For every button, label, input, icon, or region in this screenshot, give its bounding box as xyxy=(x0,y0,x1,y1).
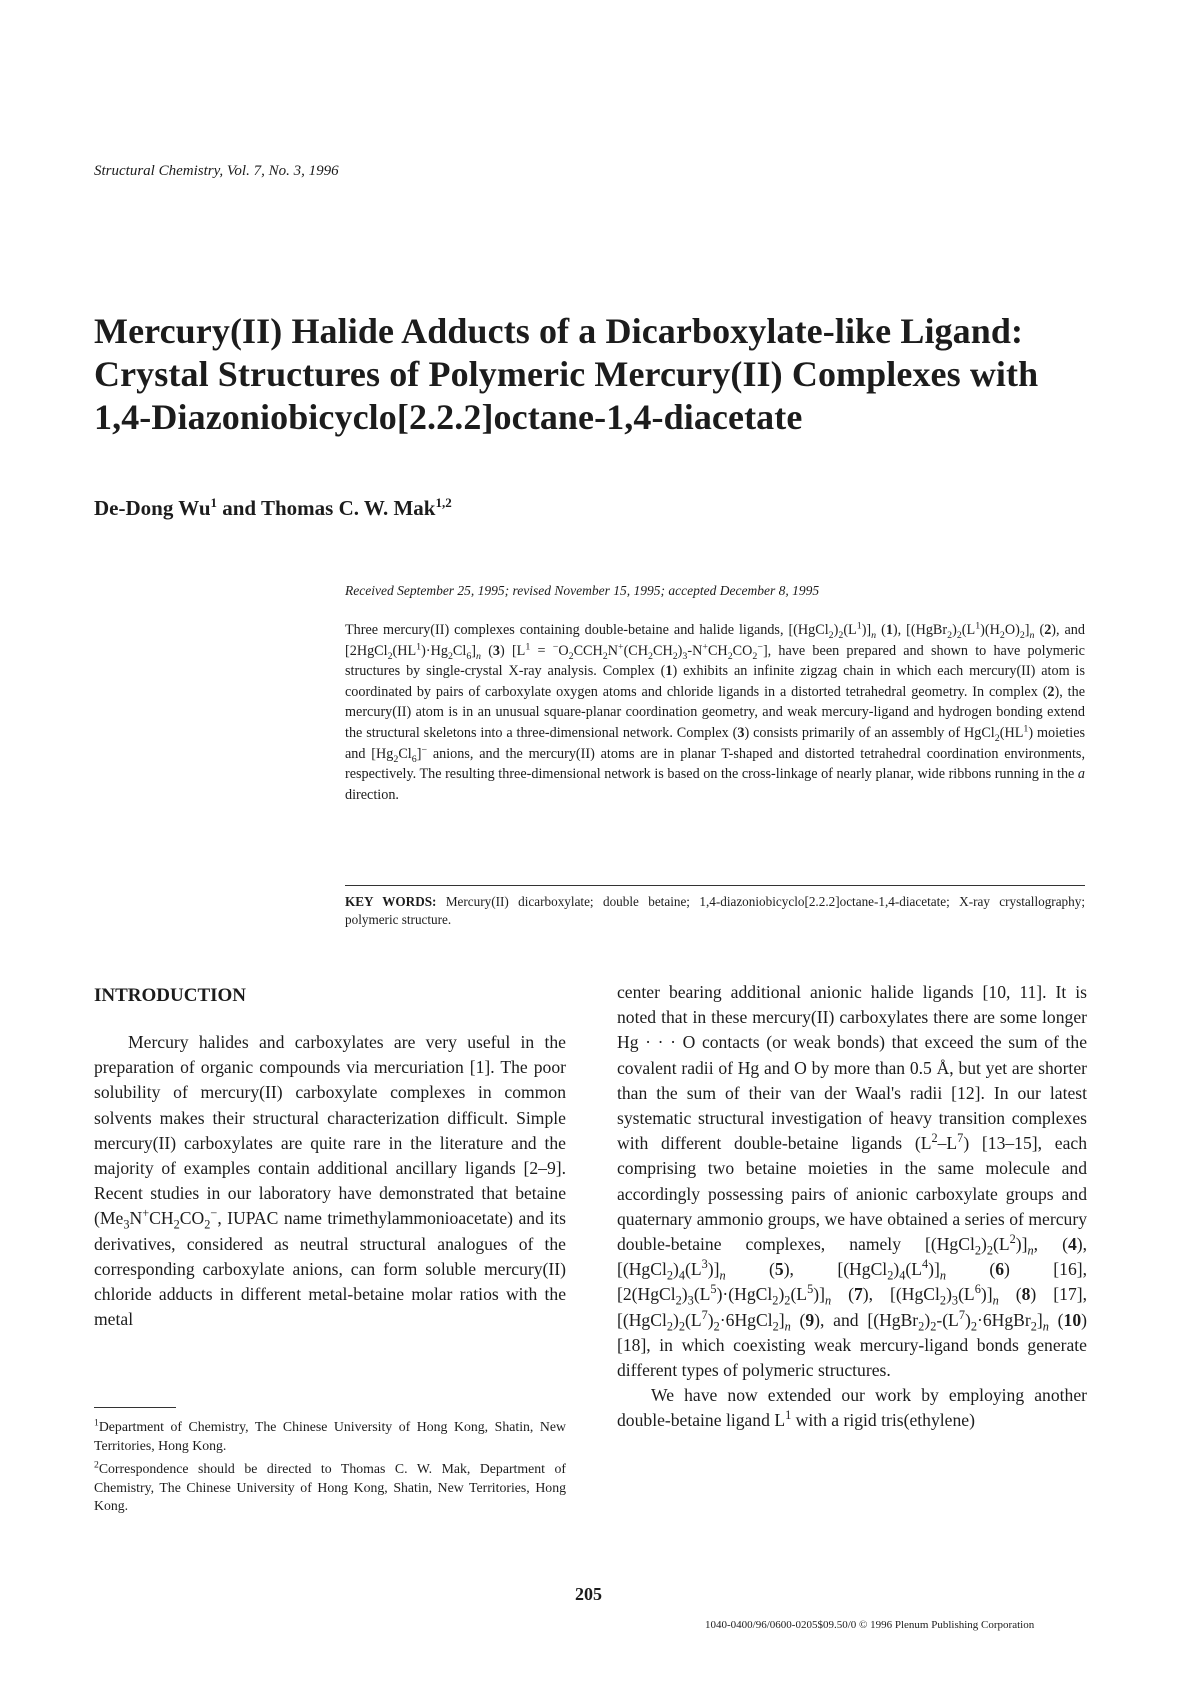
footnote-2-mark: 2 xyxy=(94,1459,99,1471)
keywords-text: Mercury(II) dicarboxylate; double betaine; 1,4-diazoniobicyclo[2.2.2]octane-1,4-diacetate; X-ray crystallography; polymeric structure. xyxy=(345,894,1085,927)
title-line-2: Crystal Structures of Polymeric Mercury(II) Complexes with xyxy=(94,354,1039,394)
intro-paragraph-2: We have now extended our work by employing another double-betaine ligand $L^1$ with a rigid tris(ethylene) xyxy=(617,1385,1087,1431)
journal-citation: Structural Chemistry, Vol. 7, No. 3, 1996 xyxy=(94,163,339,179)
received-dates: Received September 25, 1995; revised November 15, 1995; accepted December 8, 1995 xyxy=(345,583,820,598)
footnote-2-text: Correspondence should be directed to Thomas C. W. Mak, Department of Chemistry, The Chinese University of Hong Kong, Shatin, New Territories, Hong Kong. xyxy=(94,1461,566,1513)
author-list xyxy=(94,495,452,521)
keywords-label: KEY WORDS: xyxy=(345,894,437,909)
author-conjunction: and xyxy=(217,496,261,520)
author-2-affiliation: 1,2 xyxy=(435,495,452,510)
author-1-affiliation: 1 xyxy=(210,495,217,510)
footnote-1-mark: 1 xyxy=(94,1417,99,1429)
copyright-line: 1040-0400/96/0600-0205$09.50/0 © 1996 Plenum Publishing Corporation xyxy=(705,1619,1035,1631)
article-title xyxy=(94,310,1094,439)
introduction-right-column xyxy=(617,980,1087,1434)
author-2: Thomas C. W. Mak xyxy=(260,496,436,520)
introduction-left-column xyxy=(94,1030,566,1332)
footnote-divider xyxy=(94,1407,176,1408)
abstract-divider xyxy=(345,885,1085,886)
abstract: Three mercury(II) complexes containing double-betaine and halide ligands, $[(HgCl_2)_2(L^1)]_n$ (1), $[(HgBr_2)_2(L^1)(H_2O)_2]_n$ (2), and $[2HgCl_2(HL^1)\cdot Hg_2Cl_6]_n$ (3) $[L^1 = ^-O_2CCH_2N^+(CH_2CH_2)_3-N^+CH_2CO_2^-]$, have been prepared and shown to have polymeric structures by single-crystal X-ray analysis. Complex (1) exhibits an infinite zigzag chain in which each mercury(II) atom is coordinated by pairs of carboxylate oxygen atoms and chloride ligands in a distorted tetrahedral geometry. In complex (2), the mercury(II) atom is in an unusual square-planar coordination geometry, and weak mercury-ligand and hydrogen bonding extend the structural skeletons into a three-dimensional network. Complex (3) consists primarily of an assembly of $HgCl_2(HL^1)$ moieties and $[Hg_2Cl_6]^-$ anions, and the mercury(II) atoms are in planar T-shaped and distorted tetrahedral coordination environments, respectively. The resulting three-dimensional network is based on the cross-linkage of nearly planar, wide ribbons running in the a direction. xyxy=(345,620,1086,803)
intro-paragraph-1-continued: center bearing additional anionic halide ligands [10, 11]. It is noted that in these mercury(II) carboxylates there are some longer Hg · · · O contacts (or weak bonds) that exceed the sum of the covalent radii of Hg and O by more than 0.5 Å, but yet are shorter than the sum of their van der Waal's radii [12]. In our latest systematic structural investigation of heavy transition complexes with different double-betaine ligands $(L^2-L^7)$ [13–15], each comprising two betaine moieties in the same molecule and accordingly possessing pairs of anionic carboxylate groups and quaternary ammonio groups, we have obtained a series of mercury double-betaine complexes, namely $[(HgCl_2)_2(L^2)]_n$, (4), $[(HgCl_2)_4(L^3)]_n$ (5), $[(HgCl_2)_4(L^4)]_n$ (6) [16], $[2(HgCl_2)_3(L^5)\cdot(HgCl_2)_2(L^5)]_n$ (7), $[(HgCl_2)_3(L^6)]_n$ (8) [17], $[(HgCl_2)_2(L^7)_2\cdot 6HgCl_2]_n$ (9), and $[(HgBr_2)_2-(L^7)_2\cdot 6HgBr_2]_n$ (10) [18], in which coexisting weak mercury-ligand bonds generate different types of polymeric structures. xyxy=(617,982,1088,1381)
page-number: 205 xyxy=(575,1584,602,1604)
footnote-1-text: Department of Chemistry, The Chinese University of Hong Kong, Shatin, New Territories, Hong Kong. xyxy=(94,1419,566,1453)
intro-paragraph-1: Mercury halides and carboxylates are very useful in the preparation of organic compounds via mercuriation [1]. The poor solubility of mercury(II) carboxylate complexes in common solvents makes their structural characterization difficult. Simple mercury(II) carboxylates are quite rare in the literature and the majority of examples contain additional ancillary ligands [2–9]. Recent studies in our laboratory have demonstrated that betaine ($Me_3N^+CH_2CO_2^-$, IUPAC name trimethylammonioacetate) and its derivatives, considered as neutral structural analogues of the corresponding carboxylate anions, can form soluble mercury(II) chloride adducts in different metal-betaine molar ratios with the metal xyxy=(94,1032,566,1330)
title-line-3: 1,4-Diazoniobicyclo[2.2.2]octane-1,4-diacetate xyxy=(94,397,803,437)
title-line-1: Mercury(II) Halide Adducts of a Dicarboxylate-like Ligand: xyxy=(94,311,1024,351)
keywords xyxy=(345,893,1085,929)
author-1: De-Dong Wu xyxy=(94,496,211,520)
footnote-1 xyxy=(94,1418,566,1455)
section-heading-introduction: INTRODUCTION xyxy=(94,985,247,1006)
footnote-2 xyxy=(94,1460,566,1516)
